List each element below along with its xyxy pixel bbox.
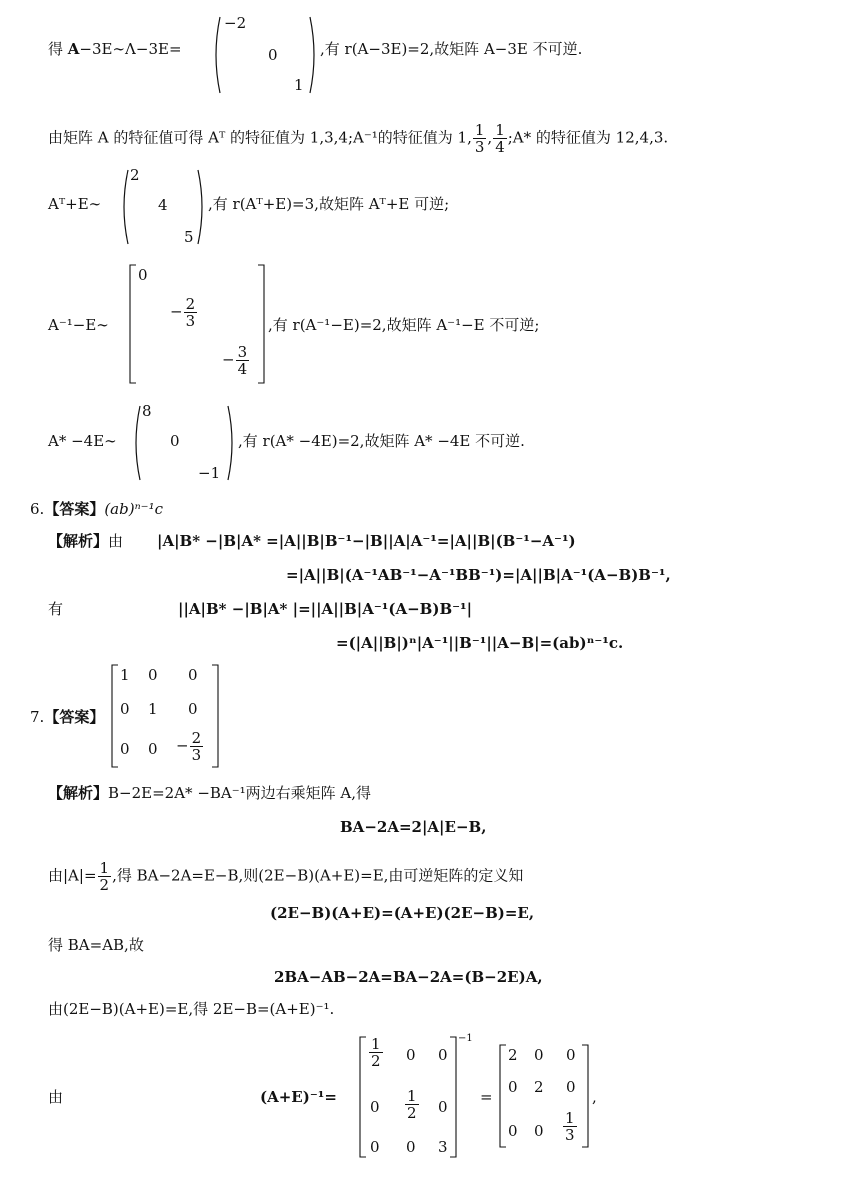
- minus: −: [176, 736, 189, 755]
- line-5-suffix: ,有 r(A* −4E)=2,故矩阵 A* −4E 不可逆.: [238, 432, 525, 450]
- fraction: [493, 122, 507, 155]
- bracket: [308, 15, 320, 95]
- cell: [222, 344, 250, 377]
- denominator: 3: [565, 1126, 575, 1144]
- q6-answer: [30, 500, 163, 518]
- bracket: [580, 1044, 590, 1148]
- cell: 2: [534, 1078, 544, 1096]
- cell: 0: [370, 1098, 380, 1116]
- cell: −1: [198, 464, 221, 482]
- matrix-right: [508, 1046, 588, 1150]
- fraction: [236, 344, 250, 377]
- text: ;A* 的特征值为 12,4,3.: [507, 128, 669, 147]
- matrix: [120, 666, 220, 770]
- denominator: 2: [407, 1104, 417, 1122]
- bracket: [210, 664, 220, 768]
- text: 由: [108, 532, 124, 550]
- text: A: [67, 40, 80, 58]
- cell: 0: [148, 666, 158, 684]
- answer: (ab)ⁿ⁻¹c: [104, 500, 163, 518]
- cell: 0: [534, 1046, 544, 1064]
- numerator: 1: [474, 121, 485, 139]
- fraction: [473, 122, 487, 155]
- minus: −: [222, 350, 235, 369]
- line-3-suffix: ,有 r(Aᵀ+E)=3,故矩阵 Aᵀ+E 可逆;: [208, 195, 450, 213]
- cell: 0: [170, 432, 180, 450]
- numerator: 1: [565, 1109, 575, 1127]
- bracket: [110, 664, 120, 768]
- analysis-tag: 【解析】: [48, 784, 109, 802]
- cell: 2: [508, 1046, 518, 1064]
- matrix: [142, 402, 232, 482]
- matrix-left: [368, 1036, 454, 1158]
- line-4-lhs: A⁻¹−E∼: [48, 316, 109, 334]
- matrix: [222, 14, 312, 94]
- cell: 0: [268, 46, 278, 64]
- cell: 0: [508, 1078, 518, 1096]
- text: 由矩阵 A 的特征值可得 Aᵀ 的特征值为 1,3,4;A⁻¹的特征值为 1,: [48, 128, 472, 147]
- q6-text2: 有: [48, 600, 64, 618]
- cell: 0: [120, 740, 130, 758]
- text: −3E∼Λ−3E=: [79, 40, 182, 58]
- q7-text2: [48, 860, 523, 893]
- cell: 0: [120, 700, 130, 718]
- cell: 0: [566, 1078, 576, 1096]
- question-number: 6.: [30, 500, 45, 518]
- cell: 0: [438, 1098, 448, 1116]
- denominator: 2: [371, 1052, 381, 1070]
- cell: 3: [438, 1138, 448, 1156]
- q6-analysis-tag: [48, 532, 123, 550]
- cell: 0: [406, 1138, 416, 1156]
- q7-answer: [30, 708, 104, 726]
- q7-text5: 由: [48, 1088, 64, 1106]
- denominator: 3: [191, 746, 202, 764]
- cell: 0: [138, 266, 148, 284]
- q6-eq3: ||A|B* −|B|A* |=||A||B|A⁻¹(A−B)B⁻¹|: [178, 600, 473, 618]
- line-2: 由矩阵 A 的特征值可得 Aᵀ 的特征值为 1,3,4;A⁻¹的特征值为 1, $\frac{1}{3}$ , $\frac{1}{4}$ ;A* 的特征值为 12,4,3.: [48, 121, 669, 156]
- cell: 0: [406, 1046, 416, 1064]
- fraction: [98, 860, 112, 893]
- denominator: 3: [474, 138, 485, 156]
- numerator: 1: [495, 121, 505, 139]
- answer-tag: 【答案】: [44, 500, 105, 518]
- fraction: [563, 1110, 577, 1143]
- line-5-lhs: A* −4E∼: [48, 432, 117, 450]
- denominator: 4: [237, 360, 248, 378]
- numerator: 2: [185, 295, 196, 313]
- bracket: [448, 1036, 458, 1158]
- bracket: [128, 264, 138, 384]
- fraction: [369, 1036, 383, 1069]
- cell: 0: [148, 740, 158, 758]
- cell: 5: [184, 228, 194, 246]
- q7-text4: 由(2E−B)(A+E)=E,得 2E−B=(A+E)⁻¹.: [48, 1000, 335, 1018]
- question-number: 7.: [30, 708, 45, 726]
- line-4-suffix: ,有 r(A⁻¹−E)=2,故矩阵 A⁻¹−E 不可逆;: [268, 316, 540, 334]
- cell: 0: [534, 1122, 544, 1140]
- cell: 0: [188, 666, 198, 684]
- line-1: [48, 40, 182, 58]
- numerator: 1: [407, 1087, 417, 1105]
- line-1-suffix: ,有 r(A−3E)=2,故矩阵 A−3E 不可逆.: [320, 40, 583, 58]
- bracket: [226, 404, 238, 482]
- bracket: [498, 1044, 508, 1148]
- fraction: [190, 730, 204, 763]
- cell: [404, 1088, 420, 1121]
- q7-eq1: BA−2A=2|A|E−B,: [340, 818, 487, 836]
- text: ,得 BA−2A=E−B,则(2E−B)(A+E)=E,由可逆矩阵的定义知: [112, 866, 524, 885]
- comma: ,: [592, 1088, 597, 1106]
- q6-eq1: |A|B* −|B|A* =|A||B|B⁻¹−|B||A|A⁻¹=|A||B|(B⁻¹−A⁻¹): [157, 532, 576, 550]
- analysis-tag: 【解析】: [48, 532, 109, 550]
- numerator: 2: [191, 729, 202, 747]
- cell: 1: [294, 76, 304, 94]
- inverse-superscript: −1: [458, 1033, 473, 1044]
- fraction: [405, 1088, 419, 1121]
- bracket: [118, 168, 130, 246]
- q7-eq3: 2BA−AB−2A=BA−2A=(B−2E)A,: [274, 968, 543, 986]
- text: B−2E=2A* −BA⁻¹两边右乘矩阵 A,得: [108, 784, 372, 802]
- cell: 0: [508, 1122, 518, 1140]
- bracket: [358, 1036, 368, 1158]
- q7-text3: 得 BA=AB,故: [48, 936, 144, 954]
- cell: 0: [438, 1046, 448, 1064]
- numerator: 3: [237, 343, 248, 361]
- cell: 2: [130, 166, 140, 184]
- q7-inverse-lhs: (A+E)⁻¹=: [260, 1088, 337, 1106]
- q7-analysis: [48, 784, 371, 802]
- bracket: [196, 168, 208, 246]
- q6-eq4: =(|A||B|)ⁿ|A⁻¹||B⁻¹||A−B|=(ab)ⁿ⁻¹c.: [336, 634, 624, 652]
- cell: 0: [370, 1138, 380, 1156]
- cell: [562, 1110, 578, 1143]
- equals-sign: =: [480, 1088, 493, 1106]
- text: 得: [48, 40, 68, 58]
- answer-tag: 【答案】: [44, 708, 105, 726]
- cell: [368, 1036, 384, 1069]
- fraction: [184, 296, 198, 329]
- q7-eq2: (2E−B)(A+E)=(A+E)(2E−B)=E,: [270, 904, 535, 922]
- matrix: [130, 166, 202, 246]
- denominator: 4: [495, 138, 505, 156]
- cell: 0: [188, 700, 198, 718]
- cell: 4: [158, 196, 168, 214]
- cell: 8: [142, 402, 152, 420]
- cell: 0: [566, 1046, 576, 1064]
- q6-eq2: =|A||B|(A⁻¹AB⁻¹−A⁻¹BB⁻¹)=|A||B|A⁻¹(A−B)B⁻¹,: [286, 566, 671, 584]
- cell: −2: [224, 14, 247, 32]
- numerator: 1: [99, 859, 110, 877]
- line-3-lhs: Aᵀ+E∼: [48, 195, 102, 213]
- minus: −: [170, 302, 183, 321]
- text: 由|A|=: [48, 866, 97, 885]
- cell: 1: [148, 700, 158, 718]
- cell: [176, 730, 204, 763]
- cell: 1: [120, 666, 130, 684]
- numerator: 1: [371, 1035, 381, 1053]
- bracket: [210, 15, 222, 95]
- bracket: [130, 404, 142, 482]
- denominator: 3: [185, 312, 196, 330]
- denominator: 2: [99, 876, 110, 894]
- cell: [170, 296, 198, 329]
- matrix: [138, 266, 264, 384]
- bracket: [256, 264, 266, 384]
